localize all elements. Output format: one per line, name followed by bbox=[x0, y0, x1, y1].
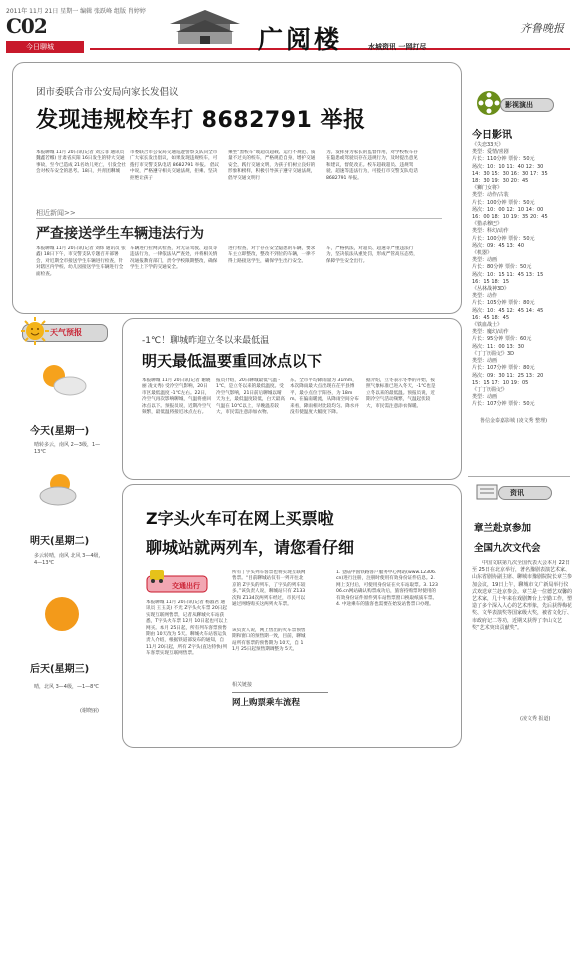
article1-col-2: 市委联合市公安局交通巡逻警察支队向全市广大家长发出倡议，如果发现违规校车，可拨打市交警支队电话 8682791 举报。 倡议中说，严格遵守相关交通法规，拒乘、坚决拒绝让孩子 bbox=[130, 150, 220, 181]
movie-line: 《丁丁历险记》 bbox=[472, 386, 508, 393]
movie-line: 类型：动作 bbox=[472, 293, 498, 300]
weather-note: (谢晓丽) bbox=[80, 708, 99, 714]
movie-line: 场次：11：00 13：30 bbox=[472, 343, 525, 350]
article2-col-2: 车辆进行拉网式检查，对无证驾驶、超员等违法行为，一律依法从严查处，并将相关情况通报教育部门，责令学校限期整改，确保学生上下学的交通安全。 bbox=[130, 246, 218, 271]
article4-headline-2: 聊城站就两列车，请您看仔细 bbox=[146, 538, 355, 557]
article2-headline: 严查接送学生车辆违法行为 bbox=[36, 226, 204, 242]
weather-day-2: 明天(星期二) bbox=[30, 536, 90, 547]
tower-icon bbox=[160, 6, 250, 46]
divider bbox=[232, 692, 328, 693]
masthead-slogan: 水城资讯 一网打尽 bbox=[368, 43, 427, 51]
article4-headline-1: Z字头火车可在网上买票啦 bbox=[146, 509, 334, 528]
movie-line: 场次：09：30 11：25 13：20 bbox=[472, 372, 544, 379]
news-headline-2: 全国九次文代会 bbox=[474, 543, 541, 554]
movie-line: 片长：100分钟 票价：50元 bbox=[472, 235, 535, 242]
movie-line: 片长：100分钟 票价：50元 bbox=[472, 199, 535, 206]
movie-line: 类型：动画 bbox=[472, 394, 498, 401]
movie-line: 片长：95分钟 票价：60元 bbox=[472, 336, 532, 343]
movie-line: 类型：科幻/动作 bbox=[472, 228, 509, 235]
article1-headline: 发现违规校车打 8682791 举报 bbox=[36, 108, 366, 133]
movie-line: 16：45 18：45 bbox=[472, 314, 510, 321]
movie-line: 片长：107分钟 票价：50元 bbox=[472, 401, 535, 408]
news-section-label: 资讯 bbox=[510, 489, 524, 497]
page-name: 今日聊城 bbox=[26, 43, 54, 51]
divider bbox=[468, 476, 570, 477]
article3-col-3: 东、全市平均降雨量为 31mm，本次降雨最大点出现在茌平县博平，最小点位于阳谷，为 18mm。在偏南暖流，从降雨空间分布来看，降雨相对比较均匀。降水并没有使温度大幅度下降。 bbox=[290, 378, 359, 416]
related-title[interactable]: 网上购票乘车流程 bbox=[232, 698, 301, 708]
movie-line: 《丛林战神3D》 bbox=[472, 286, 510, 293]
page-name-bar bbox=[6, 41, 84, 53]
article2-col-1: 本报聊城 11月 20日讯(记者 刘炜 通讯员 张鑫) 18日下午，市交警支队专题召开部署会，对近期全市接送学生车辆进行检查，针对辖区内学校、幼儿园接送学生车辆进行全面检查。 bbox=[36, 246, 126, 277]
movie-line: 16：00 18：10 19：35 20：45 bbox=[472, 214, 548, 221]
weather-desc-1: 晴转多云，南风 2—3级，1—13℃ bbox=[34, 442, 101, 455]
movie-line: 类型：动作/古装 bbox=[472, 192, 509, 199]
movie-section-label: 影视演出 bbox=[505, 101, 533, 109]
newspaper-icon bbox=[476, 484, 498, 500]
weather-day-3: 后天(星期三) bbox=[30, 664, 90, 675]
related-links-label: 相关链接 bbox=[232, 682, 253, 688]
article1-col-1: 本报聊城 11月 20日讯(记者 刘云菲 通讯员 魏鑫若娜) 甘肃省庆阳 16日发生的特大交通事故，至今已造成 21名幼儿死亡，引发全社会对校车安全的思考。18日，共青团聊城 bbox=[36, 150, 126, 175]
weather-desc-2: 多云转晴，南风 北风 3—4级，4—13℃ bbox=[34, 553, 104, 566]
movie-line: 15：15 17：10 19：05 bbox=[472, 379, 529, 386]
related-news-link[interactable]: 相近新闻>> bbox=[36, 209, 76, 217]
movie-title: 今日影讯 bbox=[472, 130, 512, 141]
article3-kicker: -1℃！聊城昨迎立冬以来最低温 bbox=[142, 336, 270, 346]
movie-line: 《失恋33天》 bbox=[472, 142, 504, 148]
movie-line: 类型：动画 bbox=[472, 257, 498, 264]
movie-line: 18：30 19：30 20：45 bbox=[472, 178, 529, 185]
weather-section-label: 天气预报 bbox=[50, 328, 82, 337]
sun-icon bbox=[40, 592, 84, 636]
news-section-pill bbox=[498, 486, 552, 500]
paper-logo: 齐鲁晚报 bbox=[520, 22, 564, 35]
movie-note: 鲁信金泰嘉影城 (凌文秀 整理) bbox=[480, 418, 548, 424]
masthead-title: 广阅楼 bbox=[258, 25, 343, 54]
article4-col-1: 本报聊城 11月 20日讯(记者 杨淑君 通讯员 王玉美) 不光 Z字头火车票 20日起实现互联网售票，记者从聊城火车站获悉，T字头火车票 12月 10日起也可以上网买。本月 25日起，所有列车客票预售期由 10天改为 5天。聊城火车站客运负责人介绍，根据铁道部发布的通知，自 11月 20日起，所有 Z字头(直达特快)列车客票实现互联网售票。 bbox=[146, 600, 228, 657]
news-body: 中国文联第九次全国代表大会本月 22日至 25日在北京举行，著名豫剧表演艺术家、山东省剧协副主席、聊城市豫剧院院长章兰参加会议，19日上午，聊城市文广新局举行仪式欢送章兰赴京参会。章兰是一位德艺双馨的艺术家，几十年来在戏剧舞台上辛勤工作，塑造了多个深入人心的艺术形象，先后获得梅花奖、文华表演奖等国家级大奖，被省文化厅、市政府记二等功，近期又获得了李山文艺奖“艺术突出贡献奖”。 bbox=[472, 560, 572, 631]
movie-line: 类型：爱情/喜剧 bbox=[472, 149, 509, 156]
movie-line: 类型：魔幻/动作 bbox=[472, 329, 509, 336]
news-headline-1: 章兰赴京参加 bbox=[474, 523, 532, 534]
article3-col-4: 据介绍，立冬表示冬季的开始，按照气象标准已进入冬天，-1℃也是立冬以来的最低温。预报员说，近期冷空气活动频繁，气温起伏较大，市民需注意添衣保暖。 bbox=[366, 378, 436, 409]
sunny-cloudy-icon bbox=[34, 358, 90, 398]
movie-line: 《机器》 bbox=[472, 250, 493, 257]
news-note: (凌文秀 报道) bbox=[520, 716, 551, 722]
movie-line: 《丁丁历险记》3D bbox=[472, 350, 515, 357]
movie-line: 场次：10：00 12：10 14：00 bbox=[472, 206, 544, 213]
article3-col-1: 本报聊城 11月 20日讯(记者 谢晓丽 凌文秀) 受冷空气影响，20日市区最低温度 -1℃左右。22日，冷空气再次影响聊城，气温将重回冰点以下。预报员说，近期冷空气频繁，最低温将接近冰点左右。 bbox=[142, 378, 211, 416]
movie-line: 《铁血战士》 bbox=[472, 322, 503, 329]
movie-line: 场次：10：10 11：40 12：30 bbox=[472, 163, 544, 170]
movie-line: 片长：80分钟 票价：50元 bbox=[472, 264, 532, 271]
movie-line: 片长：110分钟 票价：50元 bbox=[472, 156, 535, 163]
movie-line: 场次：10：45 12：45 14：45 bbox=[472, 307, 544, 314]
article3-headline: 明天最低温要重回冰点以下 bbox=[142, 352, 323, 370]
article1-col-4: 为。发挥身为家长的监督作用，对学校校车存在隐患或驾驶员存在违规行为，及时提出意见和建议，督促改正。校车超载超员、违规驾驶、超速等违法行为，可拨打市交警支队电话 8682791 举报。 bbox=[326, 150, 418, 181]
article1-kicker: 团市委联合市公安局向家长发倡议 bbox=[36, 87, 179, 98]
article2-col-3: 进行检查，对于存在安全隐患的车辆，要求车主立即整改，整改不到位的车辆，一律不得上路接送学生，确保学生出行安全。 bbox=[228, 246, 316, 264]
article2-col-4: 车，严格执法，对超员、超速等严重违法行为，坚决依法从重处罚，形成严管高压态势，保障学生安全出行。 bbox=[326, 246, 418, 264]
movie-list bbox=[472, 142, 570, 409]
cloudy-sun-icon bbox=[34, 470, 90, 510]
page-number: C02 bbox=[6, 14, 47, 38]
traffic-section-label: 交通出行 bbox=[172, 582, 200, 590]
article1-col-3: 乘坐“黑校车”或超员超载、运行不规范、质量不过关的校车，严格规范自身，增护交通安全，践行交通文明，为孩子们树立良好的形象和榜样，积极引导孩子遵守交通法规，倡导交通文明行 bbox=[228, 150, 316, 181]
article3-col-2: 报员介绍，20日聊城最低气温 -1℃，是立冬以来的最低温度。受冷空气影响，21日前后聊城以晴天为主，最低温度较低，白天最高气温在 10℃以上，早晚温差较大，市民需注意添加衣物。 bbox=[216, 378, 285, 416]
movie-line: 片长：105分钟 票价：80元 bbox=[472, 300, 535, 307]
movie-line: 场次：09：45 13：40 bbox=[472, 242, 525, 249]
movie-line: 16：15 18：15 bbox=[472, 278, 510, 285]
weather-day-1: 今天(星期一) bbox=[30, 426, 90, 437]
weather-desc-3: 晴，北风 3—4级，—1—8℃ bbox=[34, 684, 99, 690]
divider bbox=[36, 218, 442, 219]
date-line: 2011年 11月 21日 星期一 编辑 张跃峰 组版 肖婷婷 bbox=[6, 8, 146, 15]
movie-line: 《猎杀穆巴》 bbox=[472, 221, 503, 228]
article4-col-2: 所有丁字头列车客票也将实现互联网售票。“目前聊城站仅有一列开往北京的 Z字头的列车，了字头的列车较多。”该负责人说，聊城站只有 Z133次和 Z134次两列车经过，市民可以通过网络购买这两列火车票。 bbox=[232, 570, 306, 608]
movie-line: 14：30 15：30 16：30 17：35 bbox=[472, 170, 548, 177]
article4-col-4: 1. 登陆中国铁路客户服务中心网站(www.12306.cn)进行注册，注册时使用有效身份证件信息。2. 网上支付后，可使用身份证在火车站取票。3. 12306.cn网站确认购票成功后，旅客持购票时使用的有效身份证件原件到车站售票窗口换取纸质车票。4. 中途乘车的旅客也需要在始发站售票口办理。 bbox=[336, 570, 438, 608]
movie-line: 《狮门女将》 bbox=[472, 185, 503, 192]
article4-col-3: 该负责人说，网上售出的火车票预售期和窗口的预售期一致，目前，聊城站所有客票的预售期为 10天，自 11月 25日起预售期调整为 5天。 bbox=[232, 628, 306, 653]
film-reel-icon bbox=[476, 90, 502, 116]
movie-line: 片长：107分钟 票价：80元 bbox=[472, 365, 535, 372]
movie-line: 场次：10：15 11：45 13：15 bbox=[472, 271, 544, 278]
movie-line: 类型：动画 bbox=[472, 358, 498, 365]
smiling-sun-icon bbox=[20, 316, 50, 346]
